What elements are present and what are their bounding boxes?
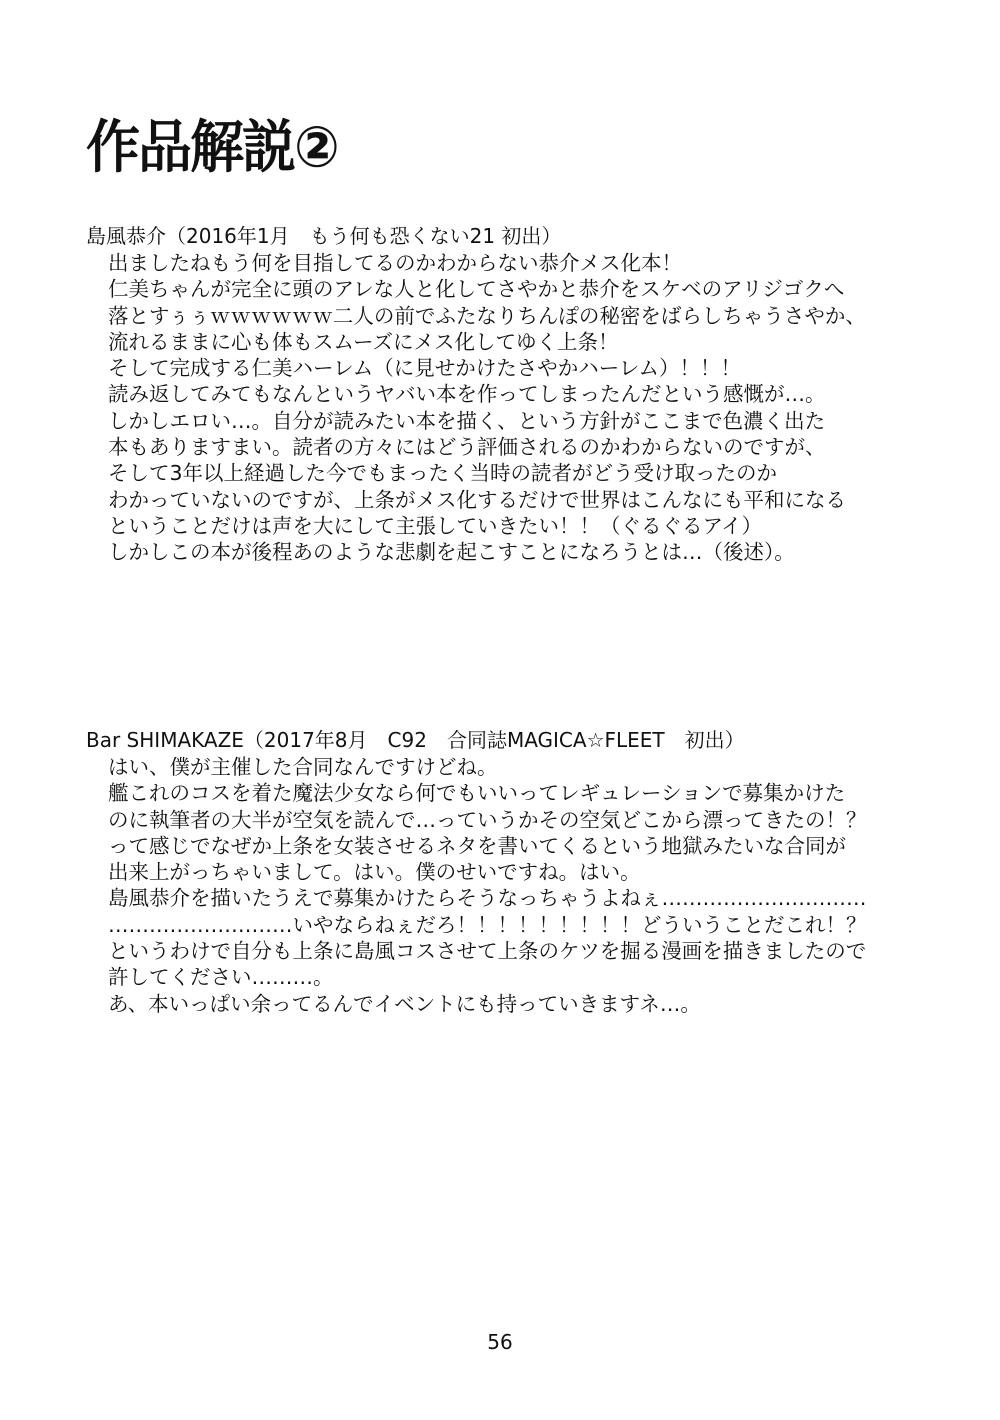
text-line: そして3年以上経過した今でもまったく当時の読者がどう受け取ったのか [108,461,778,486]
text-line: 出来上がっちゃいまして。はい。僕のせいですね。はい。 [108,860,641,885]
section-bar-shimakaze [86,726,966,1017]
text-line: のに執筆者の大半が空気を読んで…っていうかその空気どこから漂ってきたの！？ [108,807,867,832]
text-line: 島風恭介を描いたうえで募集かけたらそうなっちゃうよねぇ………………………… [108,886,867,911]
page-number: 56 [487,1330,513,1354]
text-line: そして完成する仁美ハーレム（に見せかけたさやかハーレム）！！！ [108,356,742,381]
text-line: 流れるままに心も体もスムーズにメス化してゆく上条！ [108,329,619,354]
section-shimakaze-kyosuke [86,222,966,566]
section-body [86,754,966,1017]
text-line: 許してください………。 [108,965,334,990]
section-body [86,250,966,566]
text-line: 仁美ちゃんが完全に頭のアレな人と化してさやかと恭介をスケベのアリジゴクへ [108,277,845,302]
text-line: 落とすぅぅｗｗｗｗｗｗ二人の前でふたなりちんぽの秘密をばらしちゃうさやか、 [108,303,866,328]
text-line: 読み返してみてもなんというヤバい本を作ってしまったんだという感慨が…。 [108,382,826,407]
text-line: というわけで自分も上条に島風コスさせて上条のケツを掘る漫画を描きましたので [108,939,867,964]
text-line: はい、僕が主催した合同なんですけどね。 [108,755,498,779]
text-line: 出ましたねもう何を目指してるのかわからない恭介メス化本！ [108,251,682,275]
text-line: ………………………いやならねぇだろ！！！！！！！！！どういうことだこれ！？ [108,912,867,937]
text-line: あ、本いっぱい余ってるんでイベントにも持っていきますネ…。 [108,991,701,1016]
text-line: 艦これのコスを着た魔法少女なら何でもいいってレギュレーションで募集かけた [108,781,846,806]
text-line: 本もありますまい。読者の方々にはどう評価されるのかわからないのですが、 [108,435,826,460]
text-line: しかしエロい…。自分が読みたい本を描く、という方針がここまで色濃く出た [108,408,826,433]
text-line: わかっていないのですが、上条がメス化するだけで世界はこんなにも平和になる [108,487,846,512]
text-line: ということだけは声を大にして主張していきたい！！（ぐるぐるアイ） [108,513,763,538]
section-heading: Bar SHIMAKAZE（2017年8月 C92 合同誌MAGICA☆FLEET 初出） [86,728,745,752]
section-heading: 島風恭介（2016年1月 もう何も恐くない21 初出） [86,224,562,248]
text-line: って感じでなぜか上条を女装させるネタを書いてくるという地獄みたいな合同が [108,833,846,858]
page-title: 作品解説② [86,114,338,181]
text-line: しかしこの本が後程あのような悲劇を起こすことになろうとは…（後述）。 [108,540,795,565]
